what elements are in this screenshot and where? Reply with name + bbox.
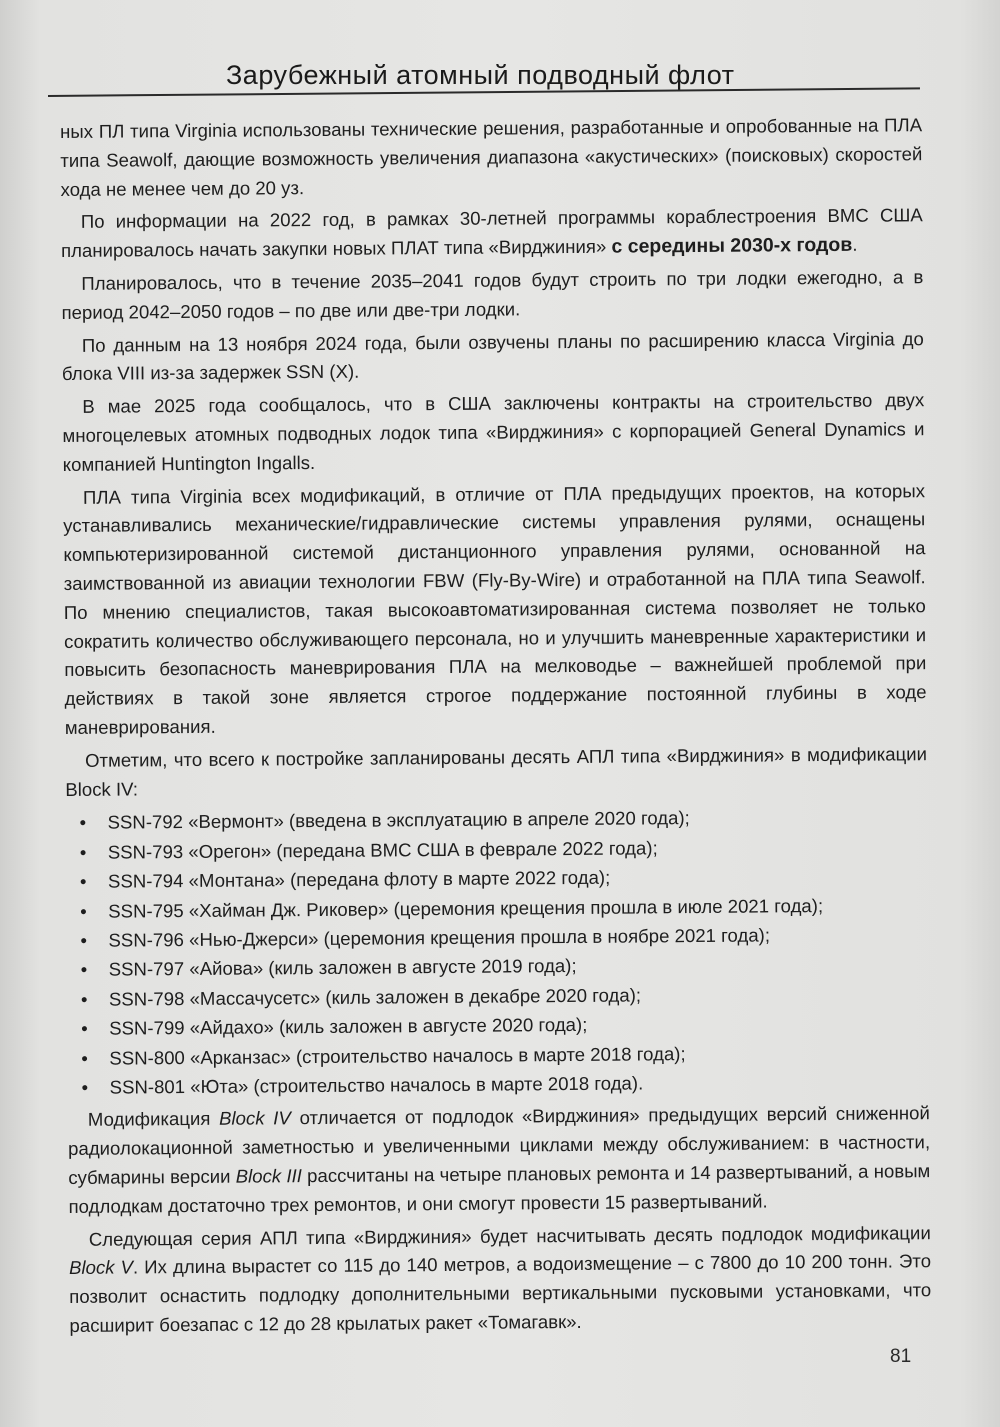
paragraph-block-v-text-a: Следующая серия АПЛ типа «Вирджиния» будет насчитывать десять подлодок модификации: [88, 1221, 931, 1250]
paragraph-plan: Планировалось, что в течение 2035–2041 годов будут строить по три лодки ежегодно, а в период 2042–2050 годов – по две или две-три лодки.: [61, 266, 924, 323]
paragraph-block-v: [69, 1219, 932, 1341]
block-iv-italic: Block IV: [219, 1107, 291, 1130]
paragraph-program-bold: с середины 2030-х годов: [611, 233, 853, 258]
bullet-dot: •: [81, 1047, 88, 1069]
paragraph-program-end: .: [852, 233, 858, 255]
list-item-text: SSN-793 «Орегон» (передана ВМС США в феврале 2022 года);: [107, 837, 658, 863]
list-item-text: SSN-797 «Айова» (киль заложен в августе 2019 года);: [108, 955, 577, 981]
paragraph-contracts: В мае 2025 года сообщалось, что в США заключены контракты на строительство двух многоцелевых атомных подводных лодок типа «Вирджиния» с корпорацией General Dynamics и компанией Huntington Ingalls.: [62, 389, 925, 475]
bullet-dot: •: [81, 1076, 89, 1098]
paragraph-fbw: ПЛА типа Virginia всех модификаций, в отличие от ПЛА предыдущих проектов, на которых устанавливались механические/гидравлические системы управления рулями, оснащены компьютеризированной системой дистанционного управления рулями, основанной на заимствованной из авиации технологии FBW (Fly-By-Wire) и отработанной на ПЛА типа Seawolf. По мнению специалистов, такая высокоавтоматизированная система позволяет не только сократить количество обслуживающего персонала, но и улучшить маневренные характеристики и повысить безопасность маневрирования ПЛА на мелководье – важнейшей проблемой при действиях в такой зоне является строгое поддержание постоянной глубины в ходе маневрирования.: [63, 479, 927, 738]
block-iii-italic: Block III: [235, 1165, 302, 1187]
list-item-text: SSN-798 «Массачусетс» (киль заложен в декабре 2020 года);: [108, 984, 642, 1010]
paragraph-block-iv-text-a: Модификация: [87, 1108, 220, 1131]
list-item-text: SSN-801 «Юта» (строительство началось в марте 2018 года).: [109, 1072, 644, 1098]
list-item-text: SSN-799 «Айдахо» (киль заложен в августе 2020 года);: [109, 1014, 588, 1039]
paragraph-block-iv-intro: Отметим, что всего к постройке запланированы десять АПЛ типа «Вирджиния» в модификации Block IV:: [65, 742, 928, 800]
paragraph-block-iv-text-c: рассчитаны на четыре плановых ремонта и 14 развертываний, а новым подлодкам достаточно трех ремонтов, и они смогут провести 15 развертываний.: [68, 1160, 931, 1217]
bullet-dot: •: [80, 959, 88, 981]
bullet-dot: •: [81, 1017, 88, 1040]
paragraph-block-v-text-b: . Их длина вырастет со 115 до 140 метров, а водоизмещение – с 7800 до 10 200 тонн. Это позволит оснастить подлодку дополнительными вертикальными пусковыми установками, что расширит боезапас с 12 до 28 крылатых ракет «Томагавк».: [69, 1250, 932, 1336]
list-item-text: SSN-800 «Арканзас» (строительство началось в марте 2018 года);: [109, 1042, 686, 1069]
list-item-text: SSN-795 «Хайман Дж. Риковер» (церемония крещения прошла в июле 2021 года);: [108, 894, 824, 922]
paragraph-program-text: По информации на 2022 год, в рамках 30-летней программы кораблестроения ВМС США планировалось начать закупки новых ПЛАТ типа «Вирджиния»: [60, 204, 923, 262]
bullet-dot: •: [80, 988, 88, 1010]
page-number: 81: [890, 1346, 912, 1367]
paragraph-block-iv-text-b: отличается от подлодок «Вирджиния» предыдущих версий сниженной радиолокационной заметностью и увеличенными циклами между обслуживанием: в частности, субмарины версии: [68, 1102, 931, 1188]
list-item-text: SSN-794 «Монтана» (передана флоту в марте 2022 года);: [107, 866, 611, 892]
body-text: [60, 111, 932, 1344]
paragraph-program: [61, 202, 923, 266]
paragraph-block-viii: По данным на 13 ноября 2024 года, были озвучены планы по расширению класса Virginia до блока VIII из-за задержек SSN (X).: [61, 327, 924, 385]
paragraph-block-iv-features: [68, 1100, 931, 1222]
list-item-text: SSN-792 «Вермонт» (введена в эксплуатацию в апреле 2020 года);: [107, 807, 690, 833]
list-item-text: SSN-796 «Нью-Джерси» (церемония крещения прошла в ноябре 2021 года);: [108, 924, 771, 951]
running-header: Зарубежный атомный подводный флот: [226, 60, 735, 90]
bullet-dot: •: [79, 870, 87, 893]
bullet-dot: •: [79, 841, 87, 863]
bullet-dot: •: [80, 900, 87, 922]
bullet-dot: •: [79, 812, 87, 834]
submarine-list: [65, 802, 929, 1103]
block-v-italic: Block V: [68, 1256, 134, 1279]
bullet-dot: •: [80, 929, 88, 951]
list-item: [81, 1066, 929, 1102]
paragraph-continuation: ных ПЛ типа Virginia использованы технические решения, разработанные и опробованные на ПЛА типа Seawolf, дающие возможность увеличения диапазона «акустических» (поисковых) скоростей хода не менее чем до 20 уз.: [60, 114, 923, 200]
